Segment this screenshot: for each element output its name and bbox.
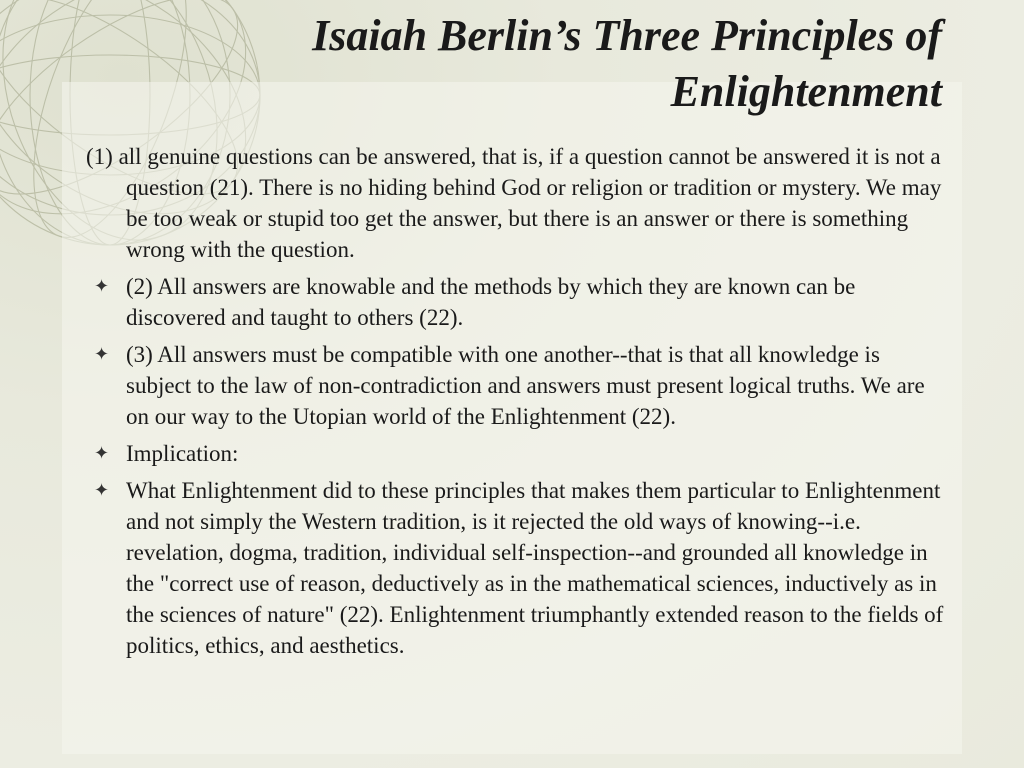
bullet-list xyxy=(86,141,946,667)
four-point-star-icon: ✦ xyxy=(94,344,110,364)
list-item xyxy=(86,141,946,265)
list-item-text: (3) All answers must be compatible with one another--that is that all knowledge is subject to the law of non-contradiction and answers must present logical truths. We are on our way to the Utopian world of the Enlightenment (22). xyxy=(126,342,925,429)
slide-title: Isaiah Berlin’s Three Principles of Enlightenment xyxy=(312,11,942,116)
list-item xyxy=(86,438,946,469)
list-item-text: (2) All answers are knowable and the methods by which they are known can be discovered and taught to others (22). xyxy=(126,274,856,330)
four-point-star-icon: ✦ xyxy=(94,443,110,463)
list-item-text: What Enlightenment did to these principles that makes them particular to Enlightenment and not simply the Western tradition, is it rejected the old ways of knowing--i.e. revelation, dogma, tradition, individual self-inspection--and grounded all knowledge in the "correct use of reason, deductively as in the mathematical sciences, inductively as in the sciences of nature" (22). Enlightenment triumphantly extended reason to the fields of politics, ethics, and aesthetics. xyxy=(126,478,944,658)
four-point-star-icon: ✦ xyxy=(94,276,110,296)
list-item-text: all genuine questions can be answered, that is, if a question cannot be answered it is not a question (21). There is no hiding behind God or religion or tradition or mystery. We may be too weak or stupid too get the answer, but there is an answer or there is something wrong with the question. xyxy=(118,144,942,262)
item-number: (1) xyxy=(86,144,113,169)
list-item xyxy=(86,339,946,432)
list-item xyxy=(86,475,946,661)
four-point-star-icon: ✦ xyxy=(94,480,110,500)
list-item-text: Implication: xyxy=(126,441,239,466)
list-item xyxy=(86,271,946,333)
